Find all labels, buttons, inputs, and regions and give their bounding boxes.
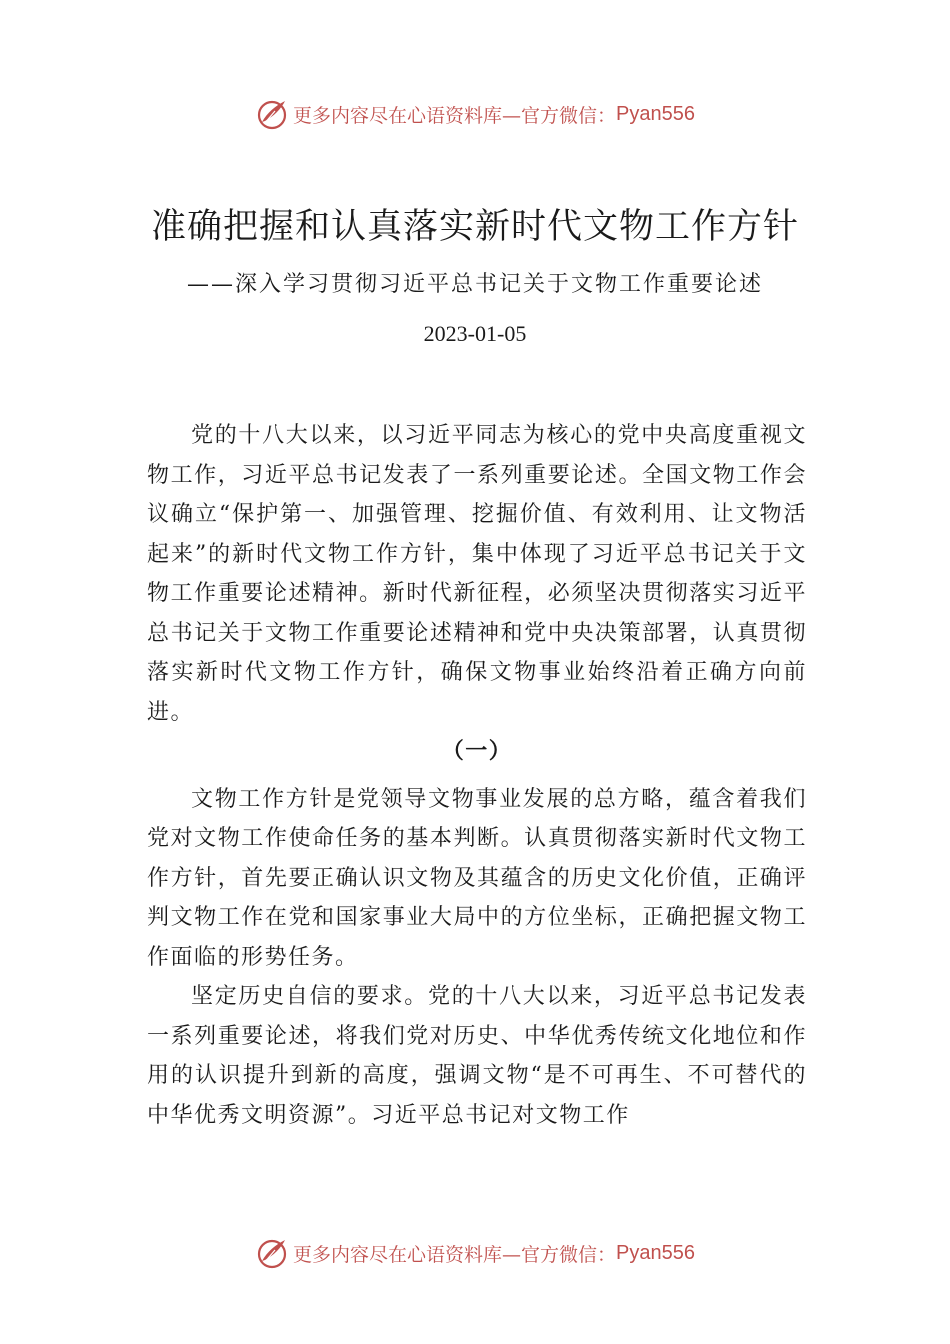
header-watermark-banner [0, 94, 950, 134]
section-heading-1: （一） [441, 738, 513, 764]
banner-wechat-id: Pyan556 [616, 1241, 695, 1264]
quill-logo-icon [255, 1236, 289, 1270]
quill-logo-icon [255, 97, 289, 131]
article-title: 准确把握和认真落实新时代文物工作方针 [150, 207, 799, 247]
banner-text: 更多内容尽在心语资料库—官方微信： [293, 1243, 617, 1266]
article-date: 2023-01-05 [423, 321, 527, 346]
banner-text: 更多内容尽在心语资料库—官方微信： [293, 104, 617, 127]
paragraph-1: 党的十八大以来，以习近平同志为核心的党中央高度重视文物工作，习近平总书记发表了一系列重要论述。全国文物工作会议确立“保护第一、加强管理、挖掘价值、有效利用、让文物活起来”的新时代文物工作方针，集中体现了习近平总书记关于文物工作重要论述精神。新时代新征程，必须坚决贯彻落实习近平总书记关于文物工作重要论述精神和党中央决策部署，认真贯彻落实新时代文物工作方针，确保文物事业始终沿着正确方向前进。 [147, 423, 807, 725]
paragraph-3: 坚定历史自信的要求。党的十八大以来，习近平总书记发表一系列重要论述，将我们党对历史、中华优秀传统文化地位和作用的认识提升到新的高度，强调文物“是不可再生、不可替代的中华优秀文明资源”。习近平总书记对文物工作 [147, 984, 807, 1128]
banner-wechat-id: Pyan556 [616, 102, 695, 125]
footer-watermark-banner [0, 1233, 950, 1273]
article-body [147, 416, 807, 1135]
article-subtitle: ——深入学习贯彻习近平总书记关于文物工作重要论述 [186, 272, 763, 297]
paragraph-2: 文物工作方针是党领导文物事业发展的总方略，蕴含着我们党对文物工作使命任务的基本判断。认真贯彻落实新时代文物工作方针，首先要正确认识文物及其蕴含的历史文化价值，正确评判文物工作在党和国家事业大局中的方位坐标，正确把握文物工作面临的形势任务。 [147, 786, 807, 970]
